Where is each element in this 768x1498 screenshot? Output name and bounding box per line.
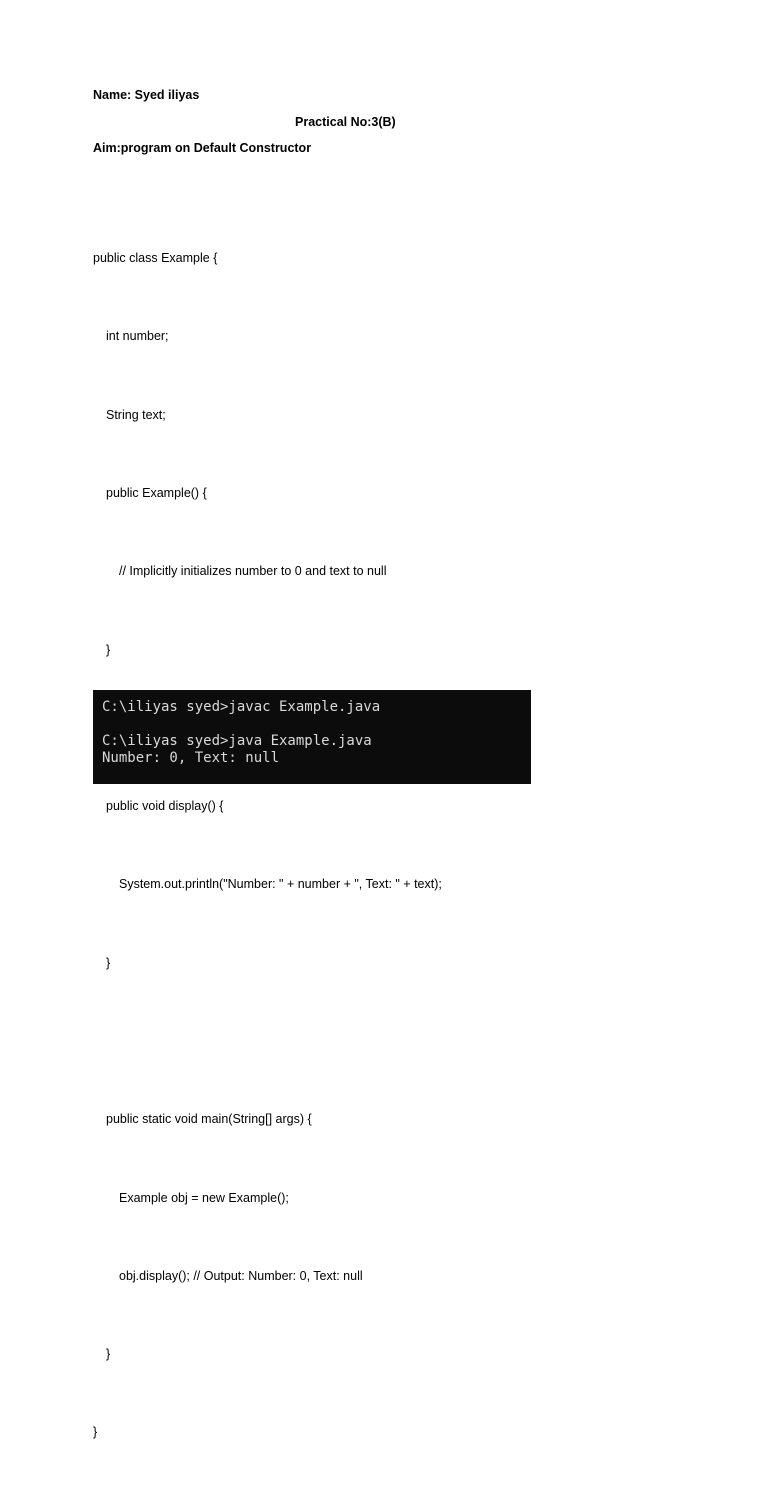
terminal-screenshot <box>93 690 531 784</box>
code-line: Example obj = new Example(); <box>119 1190 289 1205</box>
code-line: obj.display(); // Output: Number: 0, Text: null <box>119 1268 363 1283</box>
code-line: } <box>93 1425 98 1440</box>
code-line: public static void main(String[] args) { <box>106 1112 312 1127</box>
code-line: } <box>106 642 111 657</box>
code-line: // Implicitly initializes number to 0 and text to null <box>119 564 387 579</box>
code-line: } <box>106 1347 111 1362</box>
code-line: public void display() { <box>106 799 224 814</box>
practical-number: Practical No:3(B) <box>295 115 396 129</box>
code-line: String text; <box>106 407 166 422</box>
code-line: public Example() { <box>106 486 207 501</box>
code-line-blank <box>93 1028 442 1054</box>
code-line: public class Example { <box>93 251 218 266</box>
aim-statement: Aim:program on Default Constructor <box>93 141 312 155</box>
code-listing <box>93 193 442 1498</box>
code-line: } <box>106 955 111 970</box>
terminal-blank-line <box>102 716 531 733</box>
terminal-command-compile: C:\iliyas syed>javac Example.java <box>102 699 381 715</box>
code-line: System.out.println("Number: " + number + ", Text: " + text); <box>119 877 442 892</box>
terminal-command-run: C:\iliyas syed>java Example.java <box>102 733 372 749</box>
code-line: int number; <box>106 329 169 344</box>
student-name: Name: Syed iliyas <box>93 88 200 102</box>
terminal-output: Number: 0, Text: null <box>102 750 280 766</box>
